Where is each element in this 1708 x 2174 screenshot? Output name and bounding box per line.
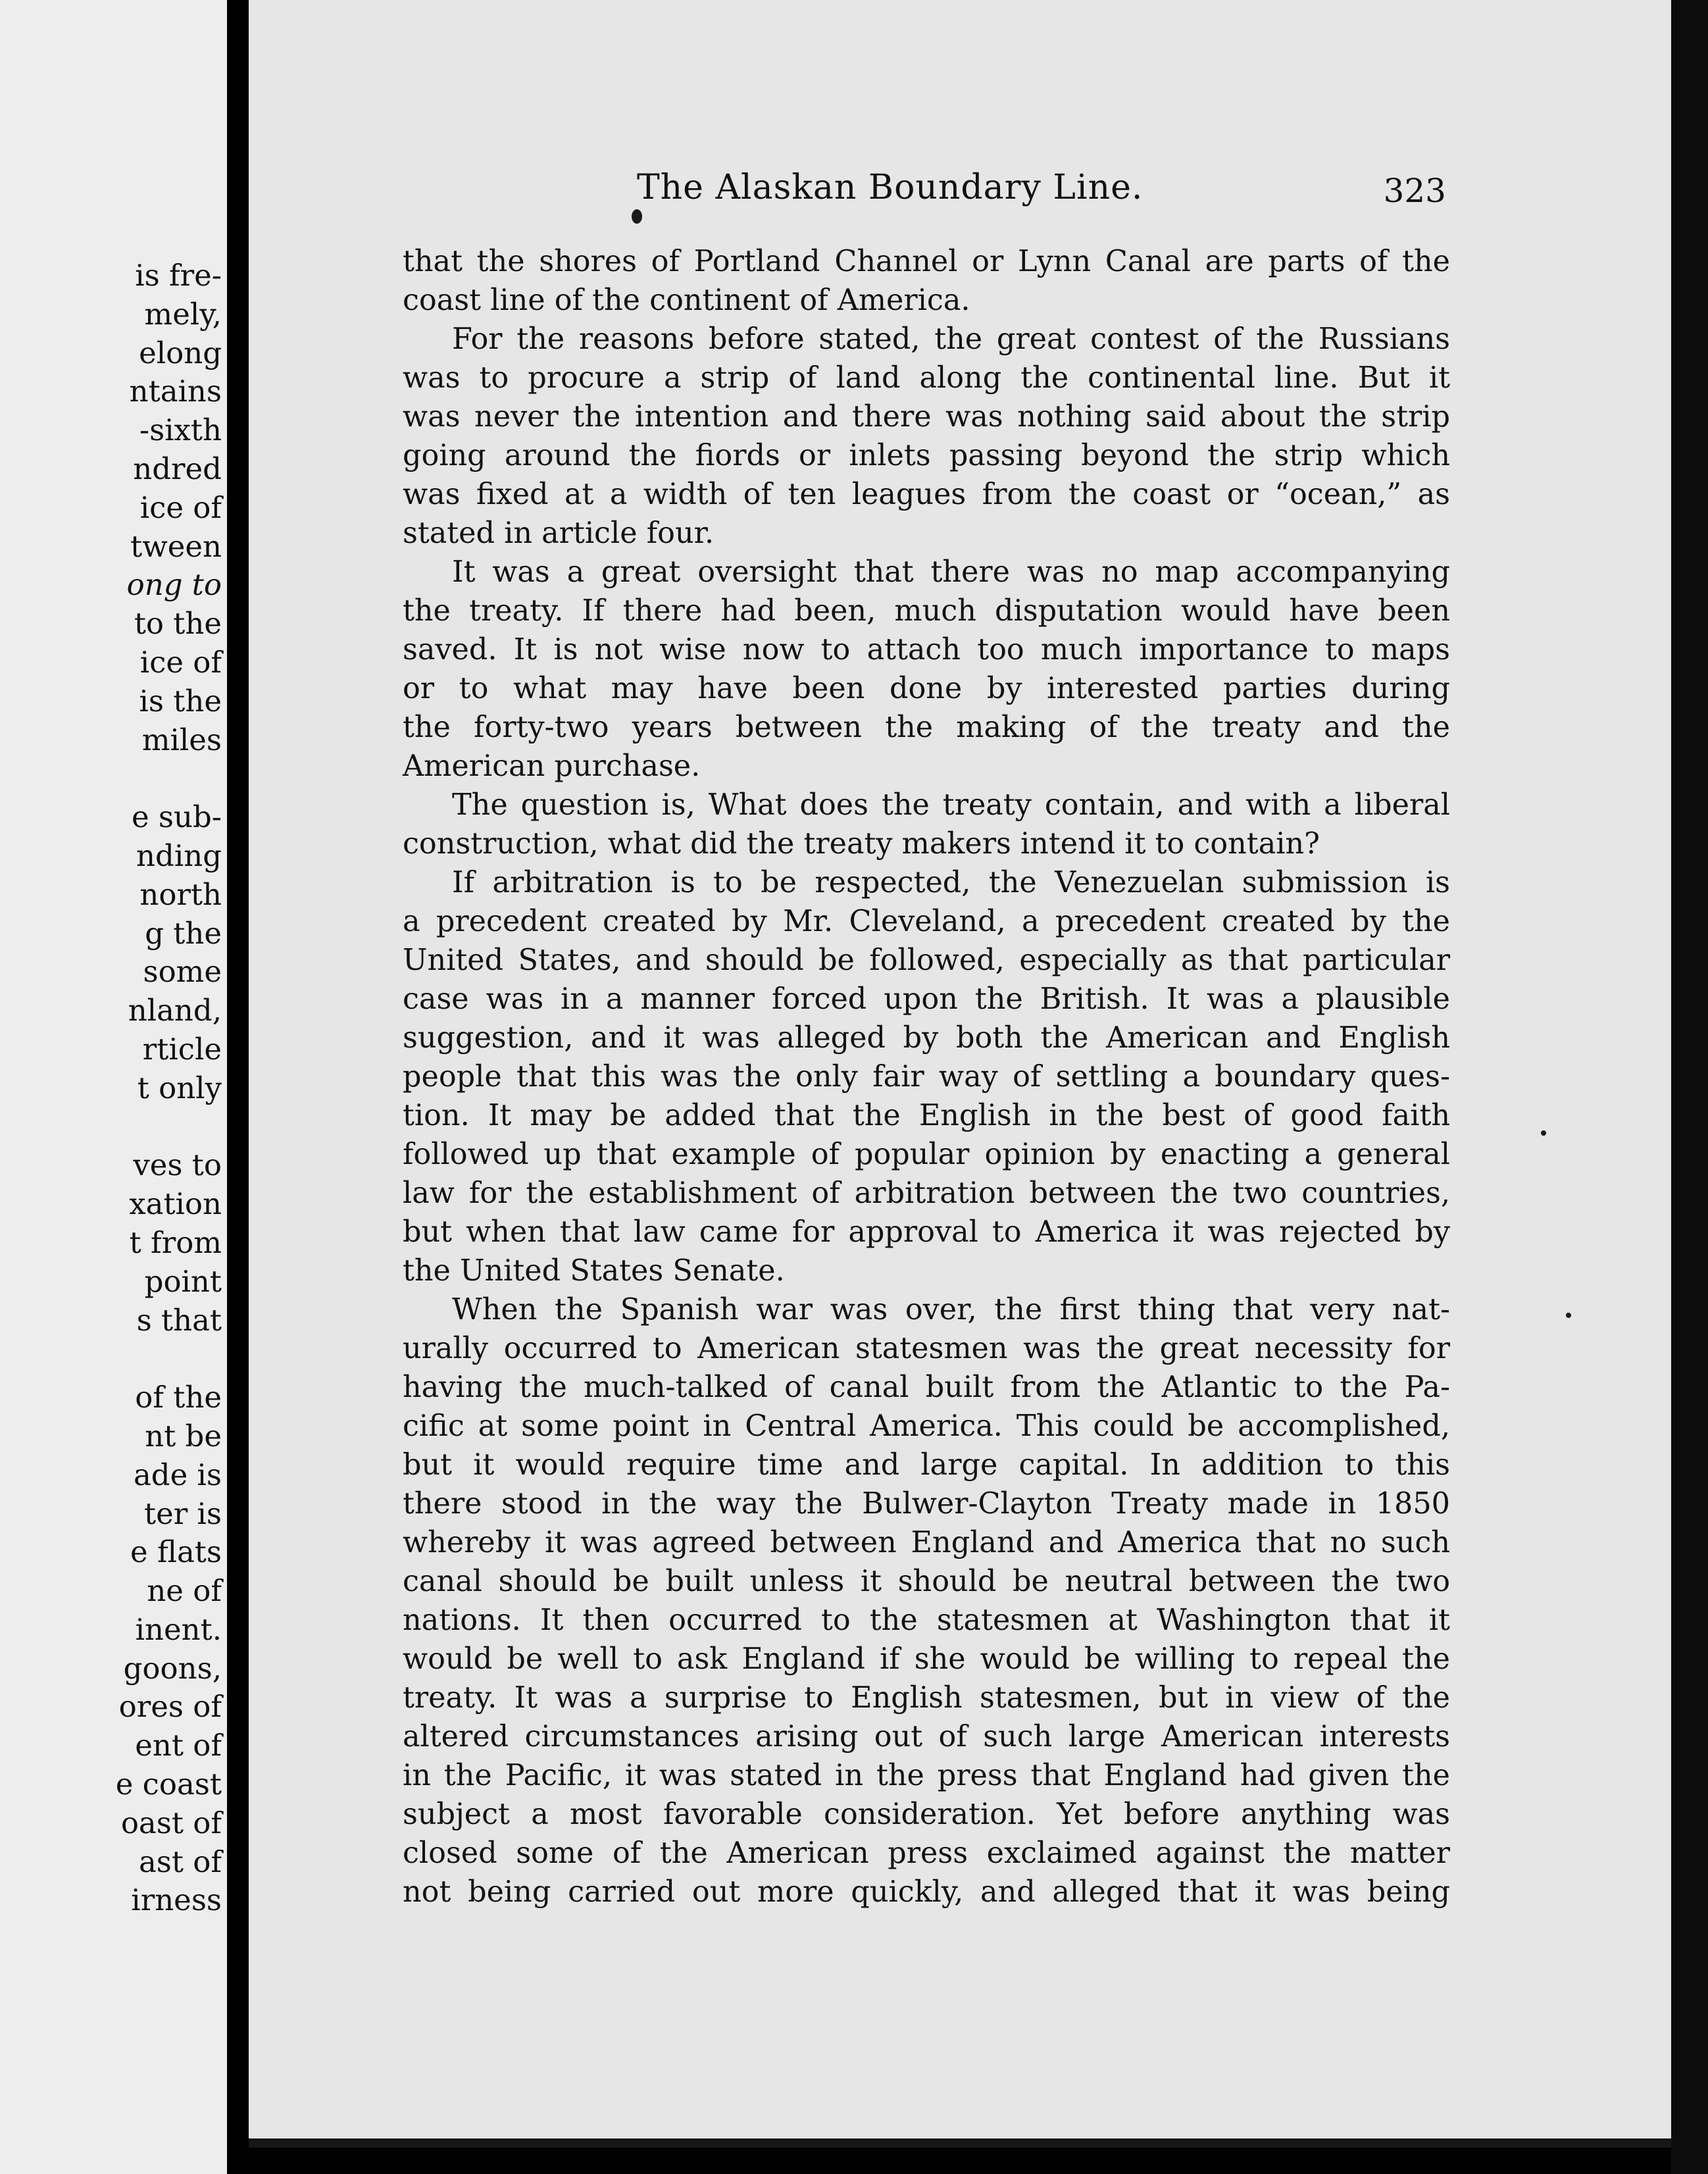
facing-page-line: mely, (144, 296, 222, 332)
text-line: or to what may have been done by interested parties during (403, 672, 1450, 705)
ink-speck (632, 209, 642, 224)
facing-page-line: ast of (138, 1844, 222, 1879)
facing-page-line: nland, (128, 993, 222, 1028)
facing-page-line: of the (135, 1380, 222, 1415)
facing-page-line: s that (136, 1302, 222, 1338)
text-line: altered circumstances arising out of such large American interests (403, 1720, 1450, 1754)
text-line: a precedent created by Mr. Cleveland, a precedent created by the (403, 905, 1450, 938)
facing-page-line: goons, (123, 1650, 222, 1686)
facing-page-line: ice of (139, 490, 222, 525)
text-line: people that this was the only fair way of settling a boundary ques- (403, 1060, 1450, 1094)
text-line: that the shores of Portland Channel or Lynn Canal are parts of the (403, 245, 1450, 278)
text-line: the treaty. If there had been, much disputation would have been (403, 594, 1450, 628)
facing-page-line: some (143, 954, 222, 990)
facing-page-line: irness (131, 1883, 222, 1918)
facing-page-line: ent of (135, 1728, 222, 1763)
facing-page-line (0, 1340, 227, 1378)
facing-page-line: ong to (126, 567, 222, 603)
text-line: saved. It is not wise now to attach too much importance to maps (403, 633, 1450, 667)
facing-page-text (0, 257, 227, 1920)
facing-page-line: ne of (147, 1573, 222, 1609)
text-line: stated in article four. (403, 517, 715, 550)
text-line: For the reasons before stated, the great contest of the Russians (452, 322, 1450, 356)
facing-page-line: e sub- (131, 799, 222, 835)
facing-page-line: tween (130, 528, 222, 564)
text-line: but when that law came for approval to America it was rejected by (403, 1215, 1450, 1249)
facing-page-line: e flats (130, 1534, 222, 1570)
text-line: would be well to ask England if she would be willing to repeal the (403, 1642, 1450, 1676)
facing-page-line: ntains (129, 374, 222, 409)
facing-page-line: nding (136, 838, 222, 873)
text-line: was fixed at a width of ten leagues from the coast or “ocean,” as (403, 478, 1450, 511)
page-number: 323 (1383, 172, 1446, 210)
facing-page-line: -sixth (139, 413, 222, 448)
text-line: American purchase. (403, 749, 701, 783)
text-line: United States, and should be followed, especially as that particular (403, 944, 1450, 977)
facing-page-line (0, 759, 227, 798)
body-text (403, 242, 1450, 1911)
facing-page-line: is fre- (135, 258, 222, 293)
facing-page-line: is the (139, 683, 222, 719)
text-line: followed up that example of popular opinion by enacting a general (403, 1138, 1450, 1171)
facing-page-line: t from (129, 1225, 222, 1260)
text-line: was never the intention and there was nothing said about the strip (403, 400, 1450, 434)
text-line: going around the fiords or inlets passing beyond the strip which (403, 439, 1450, 472)
text-line: whereby it was agreed between England and America that no such (403, 1526, 1450, 1559)
text-line: subject a most favorable consideration. Yet before anything was (403, 1798, 1450, 1831)
text-line: suggestion, and it was alleged by both the American and English (403, 1021, 1450, 1055)
text-line: law for the establishment of arbitration between the two countries, (403, 1176, 1450, 1210)
text-line: having the much-talked of canal built from the Atlantic to the Pa- (403, 1371, 1450, 1404)
text-line: The question is, What does the treaty contain, and with a liberal (452, 788, 1450, 822)
text-line: but it would require time and large capital. In addition to this (403, 1448, 1450, 1482)
text-line: If arbitration is to be respected, the Venezuelan submission is (452, 866, 1450, 899)
text-line: there stood in the way the Bulwer-Clayton Treaty made in 1850 (403, 1487, 1450, 1521)
facing-page-line: ores of (118, 1689, 222, 1725)
text-line: the forty-two years between the making of the treaty and the (403, 711, 1450, 744)
text-line: canal should be built unless it should be neutral between the two (403, 1565, 1450, 1598)
facing-page-line: point (144, 1263, 222, 1299)
text-line: urally occurred to American statesmen was the great necessity for (403, 1332, 1450, 1365)
text-line: tion. It may be added that the English in the best of good faith (403, 1099, 1450, 1132)
text-line: construction, what did the treaty makers intend it to contain? (403, 827, 1320, 861)
facing-page-line: rticle (142, 1031, 222, 1067)
page-title: The Alaskan Boundary Line. (637, 168, 1143, 207)
text-line: the United States Senate. (403, 1254, 785, 1288)
facing-page-line: ade is (133, 1457, 222, 1492)
facing-page-line: ndred (133, 451, 222, 486)
text-line: in the Pacific, it was stated in the press that England had given the (403, 1759, 1450, 1792)
ink-speck (1541, 1130, 1546, 1136)
facing-page-line: ice of (139, 644, 222, 680)
facing-page-line: g the (145, 915, 222, 951)
facing-page-line: miles (141, 722, 222, 757)
text-line: treaty. It was a surprise to English statesmen, but in view of the (403, 1681, 1450, 1715)
text-line: case was in a manner forced upon the British. It was a plausible (403, 982, 1450, 1016)
facing-page-line: inent. (135, 1611, 222, 1647)
facing-page-line: elong (139, 335, 222, 370)
text-line: When the Spanish war was over, the first thing that very nat- (452, 1293, 1450, 1327)
text-line: closed some of the American press exclaimed against the matter (403, 1836, 1450, 1870)
facing-page-line: north (139, 876, 222, 912)
facing-page-line: to the (134, 606, 222, 642)
facing-page-line: ter is (143, 1496, 222, 1531)
facing-page-line: t only (137, 1070, 222, 1105)
facing-page-line: oast of (120, 1805, 222, 1840)
text-line: coast line of the continent of America. (403, 284, 970, 317)
running-head (637, 168, 1446, 220)
ink-speck (1566, 1313, 1571, 1318)
text-line: was to procure a strip of land along the continental line. But it (403, 361, 1450, 395)
facing-page-line (0, 1108, 227, 1147)
text-line: nations. It then occurred to the statesmen at Washington that it (403, 1604, 1450, 1637)
facing-page-line: e coast (115, 1767, 222, 1802)
text-line: cific at some point in Central America. This could be accomplished, (403, 1409, 1450, 1443)
facing-page-fragment (0, 0, 227, 2174)
facing-page-line: xation (129, 1186, 222, 1222)
text-line: not being carried out more quickly, and alleged that it was being (403, 1875, 1450, 1909)
page-edge-shadow (1671, 0, 1708, 2174)
facing-page-line: nt be (145, 1418, 222, 1454)
facing-page-line: ves to (133, 1148, 222, 1183)
text-line: It was a great oversight that there was no map accompanying (452, 555, 1450, 589)
